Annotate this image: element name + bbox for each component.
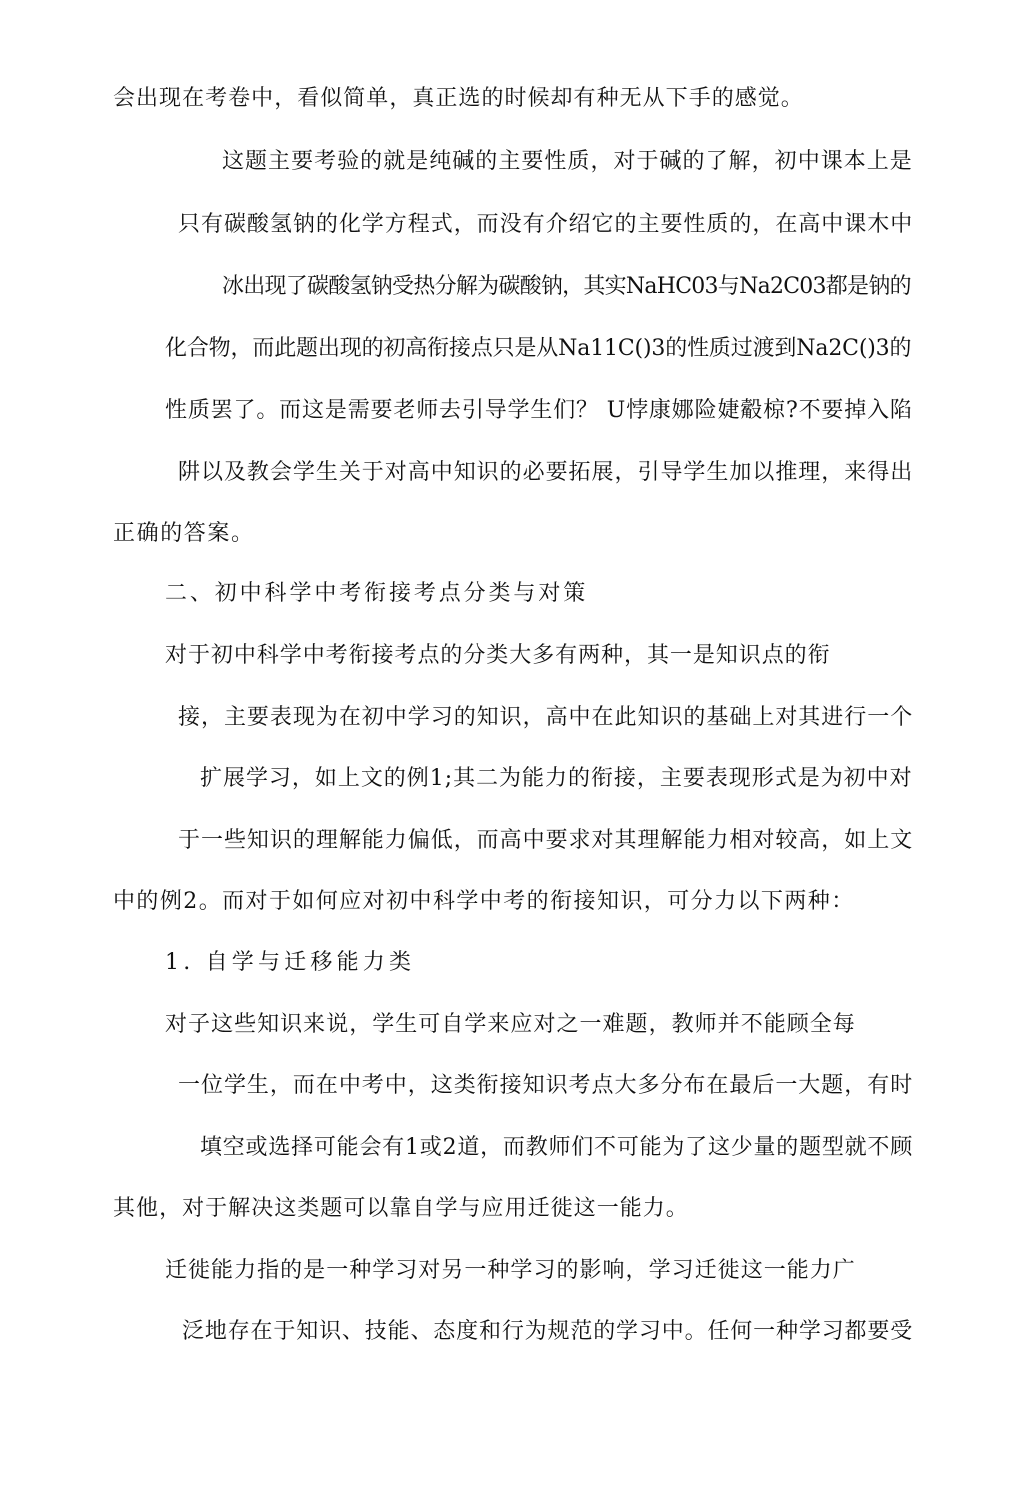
section-heading: 二、初中科学中考衔接考点分类与对策	[165, 581, 589, 606]
text-line-17: 一位学生，而在中考中，这类衔接知识考点大多分布在最后一大题，有时	[178, 1073, 914, 1098]
text-line-3: 只有碳酸氢钠的化学方程式，而没有介绍它的主要性质的，在高中课木中	[178, 212, 914, 237]
text-line-1: 会出现在考卷中，看似简单，真正选的时候却有种无从下手的感觉。	[113, 86, 804, 111]
text-line-8: 正确的答案。	[113, 521, 255, 546]
text-line-14: 中的例2。而对于如何应对初中科学中考的衔接知识，可分力以下两种：	[113, 889, 855, 914]
text-line-20: 迁徙能力指的是一种学习对另一种学习的影响，学习迁徙这一能力广	[165, 1258, 856, 1283]
text-line-11: 接，主要表现为在初中学习的知识，高中在此知识的基础上对其进行一个	[178, 705, 914, 730]
text-line-5: 化合物，而此题出现的初高衔接点只是从Na11C()3的性质过渡到Na2C()3的	[165, 336, 912, 361]
text-line-10: 对于初中科学中考衔接考点的分类大多有两种，其一是知识点的衔	[165, 643, 831, 668]
text-line-19: 其他，对于解决这类题可以靠自学与应用迁徙这一能力。	[113, 1196, 689, 1221]
subsection-heading: 1. 自学与迁移能力类	[165, 950, 416, 975]
text-line-16: 对子这些知识来说，学生可自学来应对之一难题，教师并不能顾全每	[165, 1012, 856, 1037]
text-line-2: 这题主要考验的就是纯碱的主要性质，对于碱的了解，初中课本上是	[222, 149, 913, 174]
text-line-21: 泛地存在于知识、技能、态度和行为规范的学习中。任何一种学习都要受	[182, 1319, 914, 1344]
text-line-6: 性质罢了。而这是需要老师去引导学生们？ U悖康娜险婕觳椋?不要掉入陷	[165, 398, 913, 423]
text-line-7: 阱以及教会学生关于对高中知识的必要拓展，引导学生加以推理，来得出	[178, 460, 914, 485]
text-line-4: 冰出现了碳酸氢钠受热分解为碳酸钠，其实NaHC03与Na2C03都是钠的	[222, 274, 911, 299]
text-line-12: 扩展学习，如上文的例1;其二为能力的衔接，主要表现形式是为初中对	[200, 766, 913, 791]
text-line-18: 填空或选择可能会有1或2道，而教师们不可能为了这少量的题型就不顾	[200, 1135, 913, 1160]
text-line-13: 于一些知识的理解能力偏低，而高中要求对其理解能力相对较高，如上文	[178, 828, 914, 853]
